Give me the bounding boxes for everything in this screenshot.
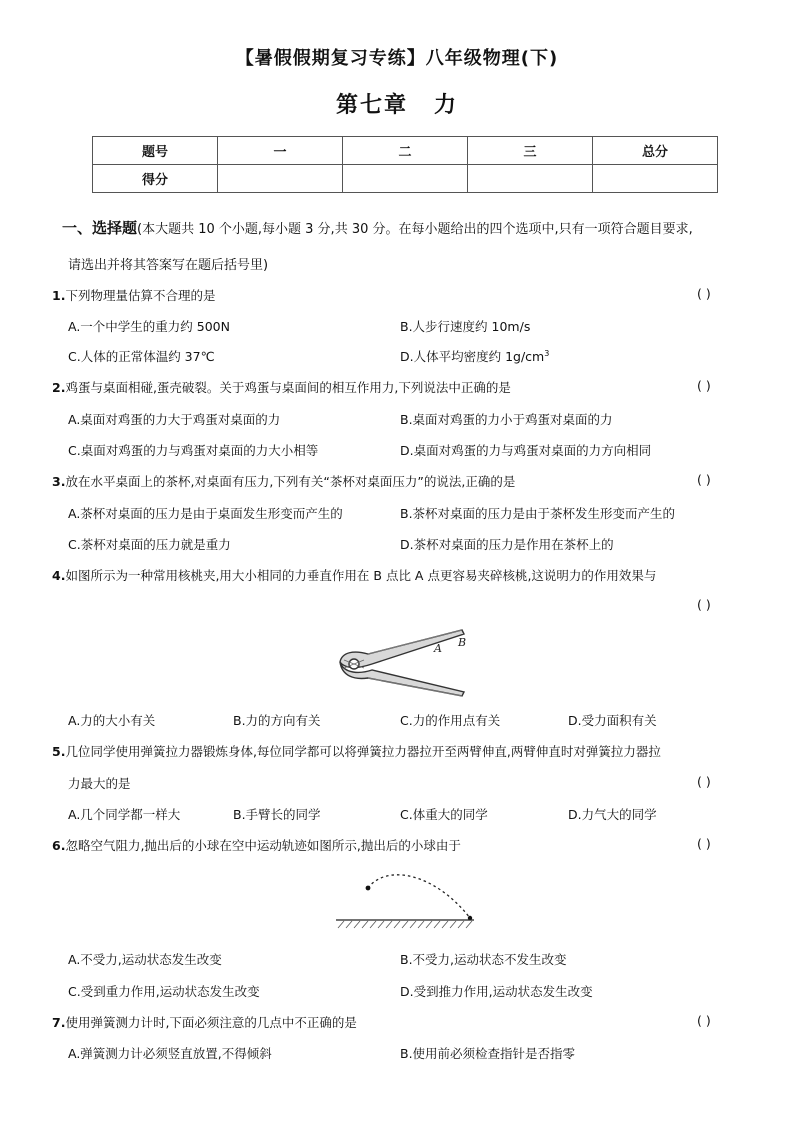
option-b: B.不受力,运动状态不发生改变 — [400, 952, 567, 967]
score-cell: 二 — [343, 137, 468, 165]
score-table-score-row — [93, 165, 718, 193]
question-7 — [52, 1013, 357, 1031]
answer-blank[interactable]: ( ) — [697, 597, 711, 612]
question-stem: 几位同学使用弹簧拉力器锻炼身体,每位同学都可以将弹簧拉力器拉开至两臂伸直,两臂伸直时对弹簧拉力器拉 — [65, 744, 661, 759]
option-b: B.使用前必须检查指针是否指零 — [400, 1046, 576, 1061]
chapter-number: 第七章 — [335, 93, 408, 118]
option-d: D.力气大的同学 — [568, 807, 657, 822]
option-d — [400, 347, 549, 365]
answer-blank[interactable]: ( ) — [697, 286, 711, 301]
question-stem: 下列物理量估算不合理的是 — [65, 288, 216, 303]
point-a-label: A — [434, 642, 442, 655]
question-stem: 放在水平桌面上的茶杯,对桌面有压力,下列有关“茶杯对桌面压力”的说法,正确的是 — [65, 474, 516, 489]
question-number: 5. — [52, 744, 66, 759]
answer-blank[interactable]: ( ) — [697, 472, 711, 487]
option-a: A.桌面对鸡蛋的力大于鸡蛋对桌面的力 — [68, 412, 281, 427]
score-table-header-row — [93, 137, 718, 165]
question-stem: 使用弹簧测力计时,下面必须注意的几点中不正确的是 — [65, 1015, 357, 1030]
option-d: D.茶杯对桌面的压力是作用在茶杯上的 — [400, 537, 614, 552]
question-stem: 鸡蛋与桌面相碰,蛋壳破裂。关于鸡蛋与桌面间的相互作用力,下列说法中正确的是 — [65, 380, 511, 395]
score-row-label: 得分 — [93, 165, 218, 193]
score-table — [92, 136, 718, 193]
option-d: D.受到推力作用,运动状态发生改变 — [400, 984, 593, 999]
section-note-line2: 请选出并将其答案写在题后括号里) — [68, 258, 269, 273]
option-b: B.手臂长的同学 — [233, 807, 321, 822]
score-blank[interactable] — [468, 165, 593, 193]
option-d: D.受力面积有关 — [568, 713, 657, 728]
superscript: 3 — [544, 348, 550, 358]
question-number: 1. — [52, 288, 66, 303]
score-blank[interactable] — [593, 165, 718, 193]
ball-start-point — [366, 886, 371, 891]
answer-blank[interactable]: ( ) — [697, 1013, 711, 1028]
option-c: C.茶杯对桌面的压力就是重力 — [68, 537, 231, 552]
option-d-text: D.人体平均密度约 1g/cm — [400, 349, 545, 364]
section-note: (本大题共 10 个小题,每小题 3 分,共 30 分。在每小题给出的四个选项中,只有一项符合题目要求, — [137, 222, 693, 237]
question-6 — [52, 836, 461, 854]
score-blank[interactable] — [343, 165, 468, 193]
answer-blank[interactable]: ( ) — [697, 836, 711, 851]
score-cell: 总分 — [593, 137, 718, 165]
score-cell: 题号 — [93, 137, 218, 165]
option-a: A.一个中学生的重力约 500N — [68, 319, 230, 334]
question-number: 4. — [52, 568, 66, 583]
score-blank[interactable] — [218, 165, 343, 193]
question-number: 7. — [52, 1015, 66, 1030]
option-b: B.桌面对鸡蛋的力小于鸡蛋对桌面的力 — [400, 412, 613, 427]
option-c: C.力的作用点有关 — [400, 713, 501, 728]
option-c: C.受到重力作用,运动状态发生改变 — [68, 984, 260, 999]
question-stem: 忽略空气阻力,抛出后的小球在空中运动轨迹如图所示,抛出后的小球由于 — [65, 838, 461, 853]
option-d: D.桌面对鸡蛋的力与鸡蛋对桌面的力方向相同 — [400, 443, 652, 458]
question-2 — [52, 378, 511, 396]
question-3 — [52, 472, 515, 490]
option-a: A.几个同学都一样大 — [68, 807, 181, 822]
option-a: A.弹簧测力计必须竖直放置,不得倾斜 — [68, 1046, 272, 1061]
question-stem: 如图所示为一种常用核桃夹,用大小相同的力垂直作用在 B 点比 A 点更容易夹碎核桃,这说明力的作用效果与 — [65, 568, 657, 583]
option-c: C.桌面对鸡蛋的力与鸡蛋对桌面的力大小相等 — [68, 443, 319, 458]
chapter-heading — [0, 88, 794, 119]
option-a: A.力的大小有关 — [68, 713, 156, 728]
option-c: C.体重大的同学 — [400, 807, 488, 822]
option-b: B.力的方向有关 — [233, 713, 321, 728]
document-title: 【暑假假期复习专练】八年级物理(下) — [235, 48, 559, 69]
point-b-label: B — [458, 636, 467, 649]
question-number: 3. — [52, 474, 66, 489]
score-cell: 三 — [468, 137, 593, 165]
score-cell: 一 — [218, 137, 343, 165]
option-b: B.茶杯对桌面的压力是由于茶杯发生形变而产生的 — [400, 506, 676, 521]
nutcracker-figure — [334, 624, 474, 700]
option-a: A.茶杯对桌面的压力是由于桌面发生形变而产生的 — [68, 506, 343, 521]
question-stem-line2: 力最大的是 — [68, 776, 131, 791]
question-1 — [52, 286, 215, 304]
option-b: B.人步行速度约 10m/s — [400, 319, 531, 334]
question-number: 2. — [52, 380, 66, 395]
answer-blank[interactable]: ( ) — [697, 774, 711, 789]
answer-blank[interactable]: ( ) — [697, 378, 711, 393]
question-5 — [52, 742, 661, 760]
section-heading — [62, 217, 693, 238]
question-number: 6. — [52, 838, 66, 853]
option-c: C.人体的正常体温约 37℃ — [68, 349, 215, 364]
section-title: 一、选择题 — [62, 219, 138, 237]
chapter-name: 力 — [434, 93, 459, 118]
question-4 — [52, 566, 656, 584]
projectile-trajectory-figure — [334, 866, 476, 932]
option-a: A.不受力,运动状态发生改变 — [68, 952, 222, 967]
